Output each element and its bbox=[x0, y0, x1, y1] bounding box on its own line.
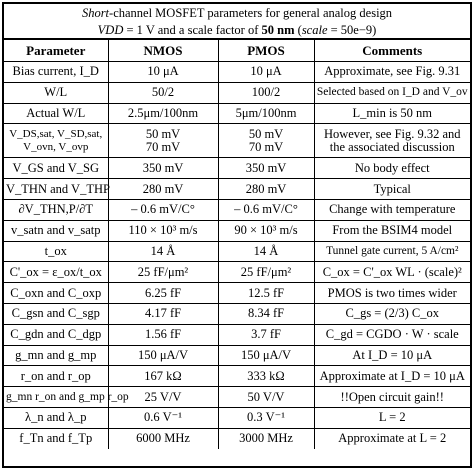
comments-cell: At I_D = 10 μA bbox=[314, 345, 470, 366]
table-row bbox=[4, 199, 470, 220]
parameter-cell: ∂V_THN,P/∂T bbox=[4, 199, 108, 220]
table-row bbox=[4, 220, 470, 241]
parameter-sheet bbox=[2, 2, 472, 468]
parameter-cell: t_ox bbox=[4, 241, 108, 262]
parameter-cell: Actual W/L bbox=[4, 103, 108, 124]
table-row bbox=[4, 124, 470, 158]
nmos-cell: 280 mV bbox=[108, 179, 218, 200]
nmos-cell: 25 fF/μm² bbox=[108, 262, 218, 283]
comments-cell: Selected based on I_D and V_ov bbox=[314, 82, 470, 103]
header-parameter: Parameter bbox=[4, 40, 108, 62]
parameter-cell: g_mn r_on and g_mp r_op bbox=[4, 387, 108, 408]
parameter-cell: C_gsn and C_sgp bbox=[4, 303, 108, 324]
pmos-cell: 12.5 fF bbox=[218, 283, 314, 304]
comments-cell: Tunnel gate current, 5 A/cm² bbox=[314, 241, 470, 262]
nmos-cell: 25 V/V bbox=[108, 387, 218, 408]
caption-text: = 1 V and a scale factor of bbox=[123, 23, 262, 37]
comments-cell: Approximate, see Fig. 9.31 bbox=[314, 62, 470, 83]
table-row bbox=[4, 62, 470, 83]
pmos-cell: 50 mV 70 mV bbox=[218, 124, 314, 158]
parameter-cell: V_THN and V_THP bbox=[4, 179, 108, 200]
parameter-cell: λ_n and λ_p bbox=[4, 407, 108, 428]
pmos-cell: – 0.6 mV/C° bbox=[218, 199, 314, 220]
caption-text: ( bbox=[294, 23, 302, 37]
table-row bbox=[4, 103, 470, 124]
table-caption bbox=[4, 4, 470, 40]
caption-text: = 50e−9) bbox=[327, 23, 377, 37]
nmos-cell: 150 μA/V bbox=[108, 345, 218, 366]
pmos-cell: 150 μA/V bbox=[218, 345, 314, 366]
nmos-cell: 6.25 fF bbox=[108, 283, 218, 304]
table-row bbox=[4, 407, 470, 428]
pmos-cell: 3.7 fF bbox=[218, 324, 314, 345]
caption-italic-word: Short bbox=[81, 6, 110, 20]
nmos-cell: 6000 MHz bbox=[108, 428, 218, 448]
comments-cell: From the BSIM4 model bbox=[314, 220, 470, 241]
parameter-cell: C_gdn and C_dgp bbox=[4, 324, 108, 345]
pmos-cell: 8.34 fF bbox=[218, 303, 314, 324]
header-row bbox=[4, 40, 470, 62]
comments-cell: !!Open circuit gain!! bbox=[314, 387, 470, 408]
table-row bbox=[4, 387, 470, 408]
header-nmos: NMOS bbox=[108, 40, 218, 62]
parameter-cell: v_satn and v_satp bbox=[4, 220, 108, 241]
header-pmos: PMOS bbox=[218, 40, 314, 62]
nmos-cell: 50/2 bbox=[108, 82, 218, 103]
parameter-cell: Bias current, I_D bbox=[4, 62, 108, 83]
pmos-cell: 25 fF/μm² bbox=[218, 262, 314, 283]
caption-scale-word: scale bbox=[301, 23, 328, 37]
parameter-cell: C'_ox = ε_ox/t_ox bbox=[4, 262, 108, 283]
parameter-cell: f_Tn and f_Tp bbox=[4, 428, 108, 448]
caption-scale-value: 50 nm bbox=[261, 23, 295, 37]
nmos-cell: 4.17 fF bbox=[108, 303, 218, 324]
comments-cell: C_ox = C'_ox WL · (scale)² bbox=[314, 262, 470, 283]
parameter-cell: W/L bbox=[4, 82, 108, 103]
pmos-cell: 90 × 10³ m/s bbox=[218, 220, 314, 241]
nmos-cell: 167 kΩ bbox=[108, 366, 218, 387]
nmos-cell: 2.5μm/100nm bbox=[108, 103, 218, 124]
pmos-cell: 350 mV bbox=[218, 158, 314, 179]
caption-line-1-rest: -channel MOSFET parameters for general analog design bbox=[109, 6, 393, 20]
table-row bbox=[4, 158, 470, 179]
comments-cell: Typical bbox=[314, 179, 470, 200]
parameter-cell: V_GS and V_SG bbox=[4, 158, 108, 179]
table-row bbox=[4, 179, 470, 200]
pmos-cell: 0.3 V⁻¹ bbox=[218, 407, 314, 428]
mosfet-parameter-table bbox=[4, 40, 470, 449]
comments-cell: L = 2 bbox=[314, 407, 470, 428]
pmos-cell: 100/2 bbox=[218, 82, 314, 103]
pmos-cell: 280 mV bbox=[218, 179, 314, 200]
nmos-cell: 50 mV 70 mV bbox=[108, 124, 218, 158]
nmos-cell: 10 μA bbox=[108, 62, 218, 83]
pmos-cell: 50 V/V bbox=[218, 387, 314, 408]
parameter-cell: V_DS,sat, V_SD,sat, V_ovn, V_ovp bbox=[4, 124, 108, 158]
comments-cell: C_gd = CGDO · W · scale bbox=[314, 324, 470, 345]
table-row bbox=[4, 241, 470, 262]
parameter-cell: g_mn and g_mp bbox=[4, 345, 108, 366]
comments-cell: Approximate at L = 2 bbox=[314, 428, 470, 448]
header-comments: Comments bbox=[314, 40, 470, 62]
parameter-cell: C_oxn and C_oxp bbox=[4, 283, 108, 304]
nmos-cell: – 0.6 mV/C° bbox=[108, 199, 218, 220]
pmos-cell: 5μm/100nm bbox=[218, 103, 314, 124]
comments-cell: C_gs = (2/3) C_ox bbox=[314, 303, 470, 324]
nmos-cell: 14 Å bbox=[108, 241, 218, 262]
caption-vdd: VDD bbox=[97, 23, 124, 37]
table-row bbox=[4, 345, 470, 366]
nmos-cell: 1.56 fF bbox=[108, 324, 218, 345]
nmos-cell: 0.6 V⁻¹ bbox=[108, 407, 218, 428]
table-row bbox=[4, 303, 470, 324]
pmos-cell: 333 kΩ bbox=[218, 366, 314, 387]
comments-cell: L_min is 50 nm bbox=[314, 103, 470, 124]
table-row bbox=[4, 428, 470, 448]
comments-cell: PMOS is two times wider bbox=[314, 283, 470, 304]
nmos-cell: 110 × 10³ m/s bbox=[108, 220, 218, 241]
table-row bbox=[4, 82, 470, 103]
comments-cell: Approximate at I_D = 10 μA bbox=[314, 366, 470, 387]
pmos-cell: 10 μA bbox=[218, 62, 314, 83]
nmos-cell: 350 mV bbox=[108, 158, 218, 179]
table-row bbox=[4, 324, 470, 345]
table-row bbox=[4, 366, 470, 387]
pmos-cell: 14 Å bbox=[218, 241, 314, 262]
comments-cell: However, see Fig. 9.32 and the associated discussion bbox=[314, 124, 470, 158]
parameter-cell: r_on and r_op bbox=[4, 366, 108, 387]
comments-cell: Change with temperature bbox=[314, 199, 470, 220]
caption-line-2 bbox=[4, 22, 470, 39]
table-row bbox=[4, 262, 470, 283]
comments-cell: No body effect bbox=[314, 158, 470, 179]
caption-line-1 bbox=[4, 5, 470, 22]
pmos-cell: 3000 MHz bbox=[218, 428, 314, 448]
table-row bbox=[4, 283, 470, 304]
